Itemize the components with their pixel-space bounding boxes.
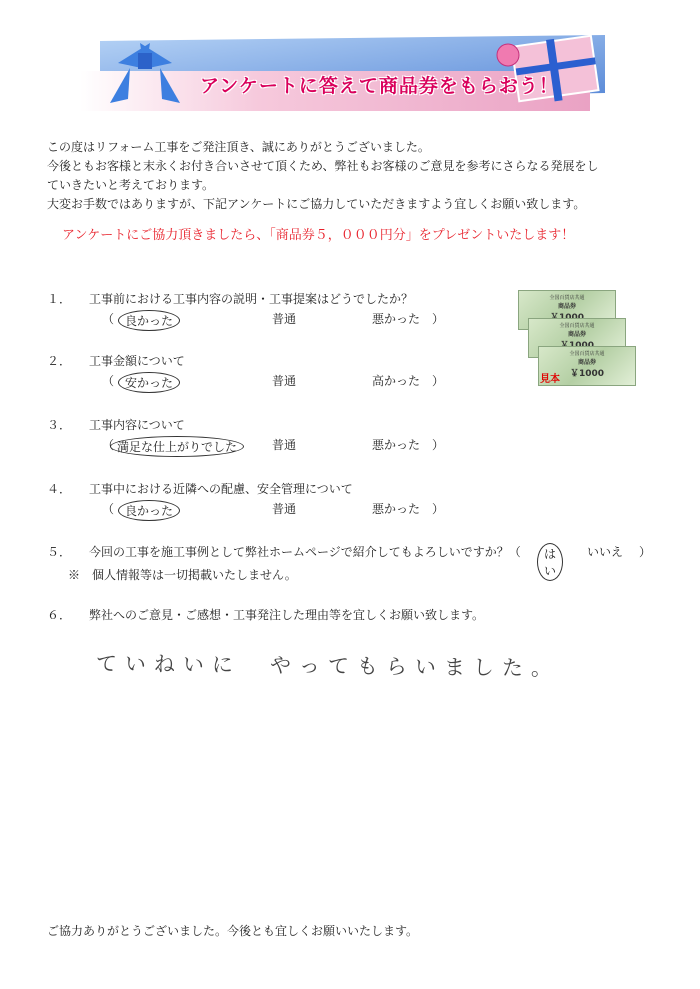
option[interactable]: 悪かった bbox=[372, 502, 421, 516]
close-paren: ） bbox=[639, 545, 652, 559]
voucher-name: 商品券 bbox=[577, 359, 596, 366]
answer-options bbox=[102, 372, 502, 392]
open-paren: （ bbox=[102, 374, 115, 388]
option-selected[interactable]: 安かった bbox=[118, 372, 180, 393]
option[interactable]: 普通 bbox=[272, 438, 297, 452]
question-text: 工事中における近隣への配慮、安全管理について bbox=[89, 482, 353, 496]
option[interactable]: 普通 bbox=[272, 312, 297, 326]
question-text: 工事金額について bbox=[89, 354, 185, 368]
intro-line: この度はリフォーム工事をご発注頂き、誠にありがとうございました。 bbox=[47, 140, 430, 154]
close-paren: ） bbox=[432, 312, 445, 326]
closing-text: ご協力ありがとうございました。今後とも宜しくお願いいたします。 bbox=[47, 924, 419, 938]
voucher-issuer: 全国百貨店共通 bbox=[569, 351, 605, 357]
close-paren: ） bbox=[432, 438, 445, 452]
open-paren: （ bbox=[102, 438, 115, 452]
voucher-issuer: 全国百貨店共通 bbox=[549, 295, 585, 301]
option[interactable]: 悪かった bbox=[372, 312, 421, 326]
question-text: 弊社へのご意見・ご感想・工事発注した理由等を宜しくお願い致します。 bbox=[89, 608, 485, 622]
question-number: ３． bbox=[47, 418, 72, 432]
question-number: ６． bbox=[47, 608, 72, 622]
question-text: 工事内容について bbox=[89, 418, 185, 432]
intro-line: 今後ともお客様と末永くお付き合いさせて頂くため、弊社もお客様のご意見を参考にさらなる発展をし bbox=[47, 159, 599, 173]
voucher-name: 商品券 bbox=[567, 331, 586, 338]
banner-title: アンケートに答えて商品券をもらおう！ bbox=[200, 75, 559, 97]
option-selected[interactable]: 良かった bbox=[118, 500, 180, 521]
voucher-name: 商品券 bbox=[557, 303, 576, 310]
answer-options bbox=[102, 500, 502, 520]
question-text: 今回の工事を施工事例として弊社ホームページで紹介してもよろしいですか？（ bbox=[89, 545, 521, 559]
question-text: 工事前における工事内容の説明・工事提案はどうでしたか？ bbox=[89, 292, 414, 306]
intro-line: 大変お手数ではありますが、下記アンケートにご協力していただきますよう宜しくお願い致します。 bbox=[47, 197, 586, 211]
question-number: ４． bbox=[47, 482, 72, 496]
question-number: １． bbox=[47, 292, 72, 306]
privacy-note: ※ 個人情報等は一切掲載いたしません。 bbox=[68, 568, 297, 582]
option[interactable]: いいえ bbox=[587, 545, 624, 559]
option-selected[interactable]: はい bbox=[537, 543, 563, 581]
header-banner bbox=[80, 33, 610, 113]
option[interactable]: 普通 bbox=[272, 502, 297, 516]
question-number: ２． bbox=[47, 354, 72, 368]
close-paren: ） bbox=[432, 374, 445, 388]
intro-line: ていきたいと考えております。 bbox=[47, 178, 215, 192]
intro-text bbox=[47, 138, 667, 214]
voucher-sample-image bbox=[518, 290, 648, 390]
sample-stamp: 見本 bbox=[540, 374, 560, 385]
question-number: ５． bbox=[47, 545, 72, 559]
voucher-issuer: 全国百貨店共通 bbox=[559, 323, 595, 329]
answer-options bbox=[102, 436, 502, 456]
option-selected[interactable]: 満足な仕上がりでした bbox=[110, 436, 244, 457]
close-paren: ） bbox=[432, 502, 445, 516]
option[interactable]: 高かった bbox=[372, 374, 421, 388]
option[interactable]: 悪かった bbox=[372, 438, 421, 452]
open-paren: （ bbox=[102, 312, 115, 326]
voucher-value: ￥1000 bbox=[569, 369, 605, 379]
promo-text: アンケートにご協力頂きましたら、「商品券５，０００円分」をプレゼントいたします！ bbox=[62, 228, 575, 243]
option-selected[interactable]: 良かった bbox=[118, 310, 180, 331]
handwritten-answer: ていねいに やってもらいました。 bbox=[95, 651, 561, 681]
answer-options bbox=[102, 310, 502, 330]
open-paren: （ bbox=[102, 502, 115, 516]
option[interactable]: 普通 bbox=[272, 374, 297, 388]
